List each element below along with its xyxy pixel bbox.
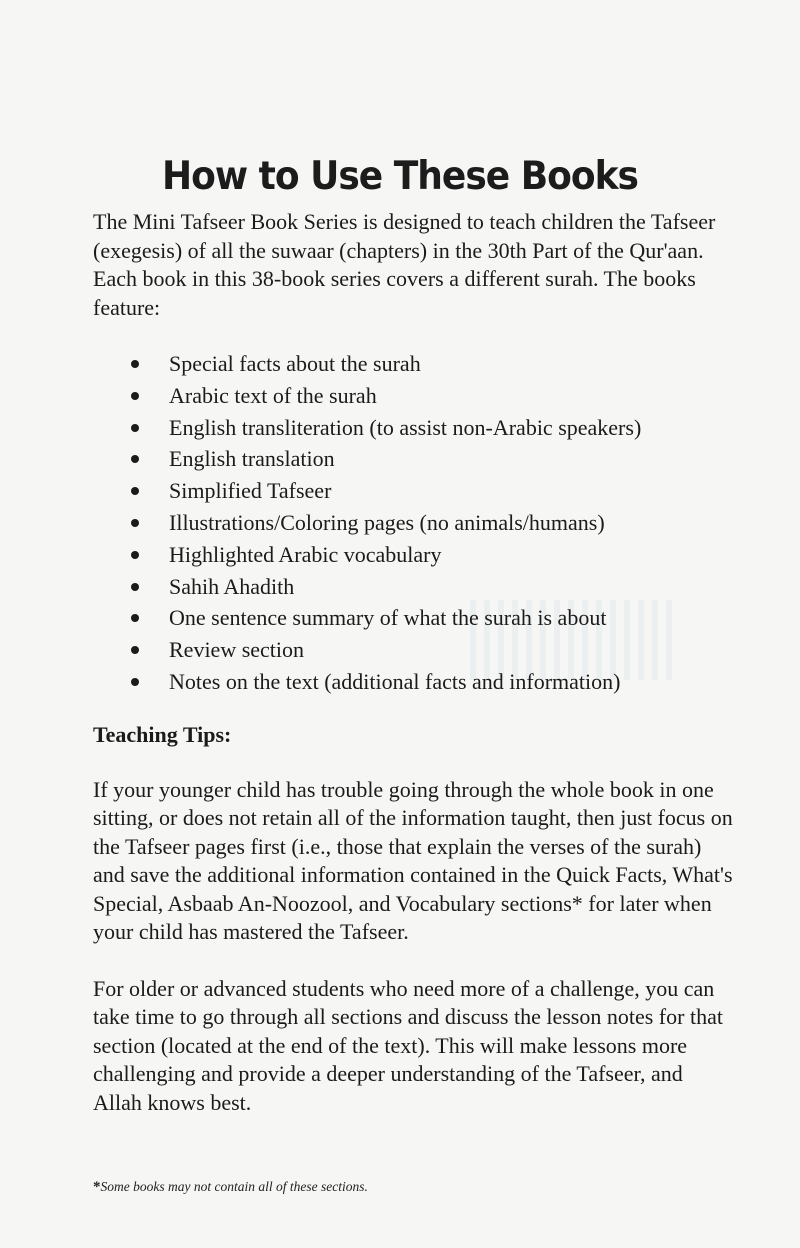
feature-text: One sentence summary of what the surah is about bbox=[169, 605, 607, 631]
list-item bbox=[93, 634, 733, 666]
feature-text: Review section bbox=[169, 637, 305, 663]
bullet-icon bbox=[131, 519, 139, 527]
bullet-icon bbox=[131, 678, 139, 686]
tips-paragraph-younger: If your younger child has trouble going through the whole book in one sitting, or does not retain all of the information taught, then just focus on the Tafseer pages first (i.e., those that explain the verses of the surah) and save the additional information contained in the Quick Facts, What's Special, Asbaab An-Noozool, and Vocabulary sections* for later when your child has mastered the Tafseer. bbox=[93, 776, 733, 945]
footnote-text: Some books may not contain all of these sections. bbox=[100, 1179, 368, 1194]
list-item bbox=[93, 666, 733, 698]
teaching-tips-heading: Teaching Tips: bbox=[93, 721, 232, 747]
list-item bbox=[93, 412, 733, 444]
bullet-icon bbox=[131, 455, 139, 463]
feature-text: Arabic text of the surah bbox=[169, 382, 377, 408]
list-item bbox=[93, 507, 733, 539]
list-item bbox=[93, 443, 733, 475]
bullet-icon bbox=[131, 424, 139, 432]
list-item bbox=[93, 475, 733, 507]
list-item bbox=[93, 348, 733, 380]
feature-text: Simplified Tafseer bbox=[169, 478, 332, 504]
bullet-icon bbox=[131, 583, 139, 591]
tips-paragraph-advanced: For older or advanced students who need more of a challenge, you can take time to go through all sections and discuss the lesson notes for that section (located at the end of the text). This will make lessons more challenging and provide a deeper understanding of the Tafseer, and Allah knows best. bbox=[93, 975, 723, 1115]
feature-text: Sahih Ahadith bbox=[169, 573, 295, 599]
page-content bbox=[93, 208, 733, 1117]
list-item bbox=[93, 602, 733, 634]
feature-text: Special facts about the surah bbox=[169, 351, 421, 376]
feature-text: English transliteration (to assist non-Arabic speakers) bbox=[169, 414, 642, 440]
bullet-icon bbox=[131, 360, 139, 368]
list-item bbox=[93, 571, 733, 603]
page-title: How to Use These Books bbox=[162, 154, 638, 199]
bullet-icon bbox=[131, 392, 139, 400]
list-item bbox=[93, 380, 733, 412]
bullet-icon bbox=[131, 646, 139, 654]
feature-text: Highlighted Arabic vocabulary bbox=[169, 541, 442, 567]
bullet-icon bbox=[131, 487, 139, 495]
feature-text: English translation bbox=[169, 446, 335, 472]
feature-text: Notes on the text (additional facts and information) bbox=[169, 668, 621, 694]
footnote bbox=[93, 1179, 368, 1196]
bullet-icon bbox=[131, 551, 139, 559]
features-list bbox=[93, 348, 733, 698]
bullet-icon bbox=[131, 614, 139, 622]
list-item bbox=[93, 539, 733, 571]
footnote-marker: * bbox=[93, 1179, 101, 1195]
intro-paragraph: The Mini Tafseer Book Series is designed to teach children the Tafseer (exegesis) of all the suwaar (chapters) in the 30th Part of the Qur'aan. Each book in this 38-book series covers a different surah. The books feature: bbox=[93, 209, 716, 320]
feature-text: Illustrations/Coloring pages (no animals/humans) bbox=[169, 509, 605, 535]
